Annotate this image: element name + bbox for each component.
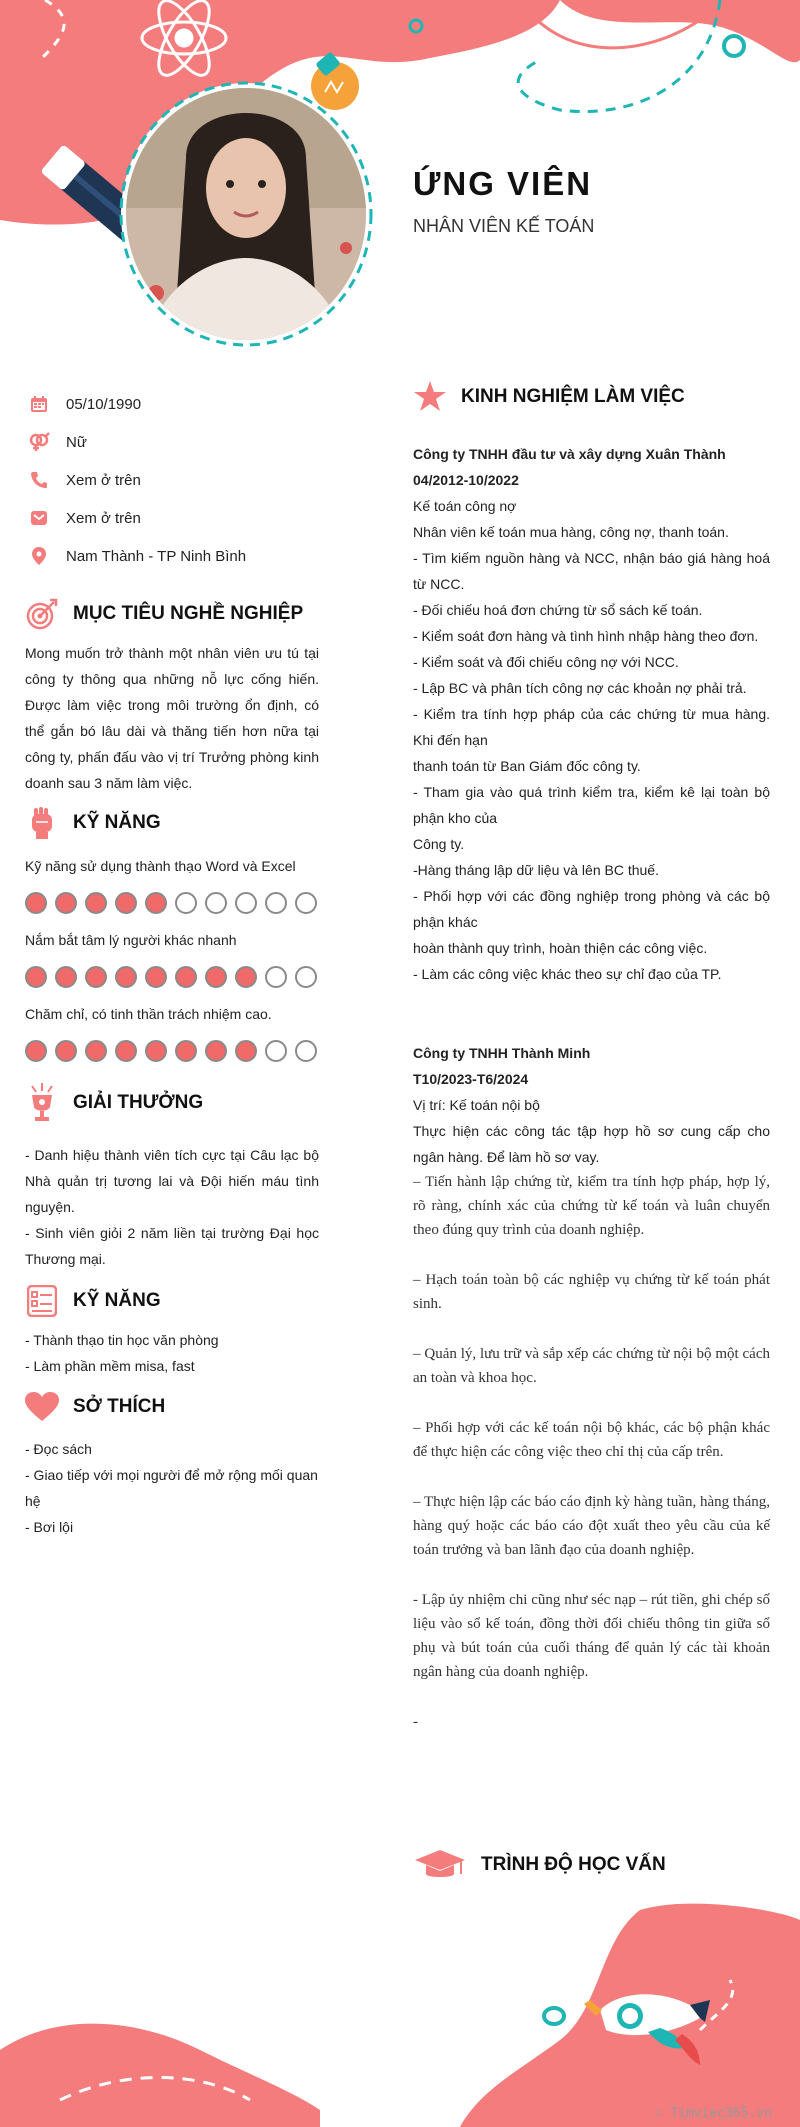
job-duty: – Phối hợp với các kế toán nội bộ khác, các bộ phận khác để thực hiện các công việc theo chỉ thị của cấp trên. [413, 1420, 770, 1460]
avatar [118, 80, 374, 348]
job-period: 04/2012-10/2022 [413, 472, 519, 488]
contact-info [28, 385, 328, 575]
skills-title: KỸ NĂNG [73, 812, 161, 833]
job-line: - Tìm kiếm nguồn hàng và NCC, nhận báo giá hàng hoá từ NCC. [413, 550, 770, 592]
rating-dot-empty [175, 892, 197, 914]
rating-dot-empty [265, 966, 287, 988]
contact-row-birthday [28, 385, 328, 423]
rating-dot-filled [175, 1040, 197, 1062]
rating-dot-empty [265, 892, 287, 914]
bottom-decoration [0, 1900, 800, 2127]
skill-item [25, 858, 325, 914]
job-line: -Hàng tháng lập dữ liệu và lên BC thuế. [413, 862, 659, 878]
contact-row-phone [28, 461, 328, 499]
award-item: - Sinh viên giỏi 2 năm liền tại trường Đại học Thương mại. [25, 1225, 319, 1267]
job-company: Công ty TNHH Thành Minh [413, 1045, 591, 1061]
rating-dot-filled [25, 1040, 47, 1062]
rating-dot-filled [205, 1040, 227, 1062]
education-heading [413, 1848, 666, 1882]
rating-dot-filled [85, 966, 107, 988]
skill-name: Nắm bắt tâm lý người khác nhanh [25, 932, 237, 948]
rating-dot-filled [205, 966, 227, 988]
candidate-position: NHÂN VIÊN KẾ TOÁN [413, 216, 595, 236]
gender-icon [28, 431, 50, 453]
fist-icon [25, 806, 59, 840]
graduation-cap-icon [413, 1848, 467, 1882]
skills2-title: KỸ NĂNG [73, 1290, 161, 1311]
job-duties [413, 1170, 770, 1734]
job-duty: – Tiến hành lập chứng từ, kiểm tra tính hợp pháp, hợp lý, rõ ràng, chính xác của chứng từ kế toán và luân chuyển theo đúng quy trình của doanh nghiệp. [413, 1174, 770, 1238]
rating-dot-filled [175, 966, 197, 988]
experience-title: KINH NGHIỆM LÀM VIỆC [461, 386, 685, 407]
hobbies-heading [25, 1390, 165, 1424]
target-icon [25, 597, 59, 631]
location-pin-icon [28, 545, 50, 567]
skills-heading [25, 806, 161, 840]
watermark: ∴ Timviec365.vn [654, 2106, 772, 2121]
rating-dot-filled [235, 1040, 257, 1062]
skills2-heading [25, 1284, 161, 1318]
rating-dot-filled [145, 1040, 167, 1062]
job-line: Vị trí: Kế toán nội bộ [413, 1097, 540, 1113]
job-period: T10/2023-T6/2024 [413, 1071, 529, 1087]
experience-heading [413, 380, 685, 414]
rating-dot-filled [115, 966, 137, 988]
rating-dot-filled [145, 966, 167, 988]
rating-dot-filled [55, 1040, 77, 1062]
watermark-text: Timviec365.vn [670, 2106, 772, 2121]
hobby-item: - Bơi lội [25, 1519, 74, 1535]
objective-text: Mong muốn trở thành một nhân viên ưu tú tại công ty thông qua những nỗ lực cống hiến. Được làm việc trong môi trường ổn định, có thể gắn bó lâu dài và thăng tiến hơn nữa tại công ty, phấn đấu vào vị trí Trưởng phòng kinh doanh sau 3 năm làm việc. [25, 645, 319, 791]
education-title: TRÌNH ĐỘ HỌC VẤN [481, 1854, 666, 1875]
rating-dot-empty [295, 1040, 317, 1062]
candidate-name: ỨNG VIÊN [413, 165, 593, 202]
rating-dot-empty [265, 1040, 287, 1062]
job-line: - Đối chiếu hoá đơn chứng từ sổ sách kế toán. [413, 602, 703, 618]
job-duty: – Quản lý, lưu trữ và sắp xếp các chứng từ nội bộ một cách an toàn và khoa học. [413, 1346, 770, 1386]
job-line: Kế toán công nợ [413, 498, 517, 514]
objective-heading [25, 597, 303, 631]
awards-list [25, 1142, 319, 1272]
contact-row-address [28, 537, 328, 575]
awards-heading [25, 1086, 203, 1120]
phone-value: Xem ở trên [66, 471, 141, 489]
job-line: - Tham gia vào quá trình kiểm tra, kiểm kê lại toàn bộ phận kho của [413, 784, 770, 826]
job-line: - Kiểm soát đơn hàng và tình hình nhập hàng theo đơn. [413, 628, 759, 644]
job-entry [413, 1040, 770, 1760]
profile-photo [126, 88, 366, 340]
job-line: hoàn thành quy trình, hoàn thiện các công việc. [413, 940, 708, 956]
job-duty: – Thực hiện lập các báo cáo định kỳ hàng tuần, hàng tháng, hàng quý hoặc các báo cáo đột xuất theo yêu cầu của kế toán trưởng và ban lãnh đạo của doanh nghiệp. [413, 1494, 770, 1558]
skills2-item: - Thành thạo tin học văn phòng [25, 1332, 219, 1348]
job-description [413, 1092, 770, 1170]
email-value: Xem ở trên [66, 509, 141, 527]
job-line: Công ty. [413, 836, 465, 852]
job-line: - Kiểm soát và đối chiếu công nợ với NCC. [413, 654, 679, 670]
rating-dot-filled [145, 892, 167, 914]
gender-value: Nữ [66, 433, 87, 451]
skill-item [25, 932, 325, 988]
awards-title: GIẢI THƯỞNG [73, 1092, 204, 1113]
rating-dot-filled [85, 892, 107, 914]
skill-rating [25, 1040, 325, 1062]
checklist-icon [25, 1284, 59, 1318]
rating-dot-empty [295, 892, 317, 914]
rating-dot-filled [55, 966, 77, 988]
rating-dot-empty [295, 966, 317, 988]
skills2-list [25, 1327, 319, 1379]
heart-icon [25, 1390, 59, 1424]
rating-dot-filled [115, 892, 137, 914]
job-line: - Phối hợp với các đồng nghiệp trong phòng và các bộ phận khác [413, 888, 770, 930]
rating-dot-filled [235, 966, 257, 988]
job-line: Thực hiện các công tác tập hợp hồ sơ cung cấp cho ngân hàng. Để làm hồ sơ vay. [413, 1123, 770, 1165]
job-line: Nhân viên kế toán mua hàng, công nợ, thanh toán. [413, 524, 729, 540]
skills2-item: - Làm phần mềm misa, fast [25, 1358, 195, 1374]
email-icon [28, 507, 50, 529]
job-line: - Kiểm tra tính hợp pháp của các chứng từ mua hàng. Khi đến hạn [413, 706, 770, 748]
job-entry [413, 441, 770, 987]
hobbies-list [25, 1436, 319, 1540]
rating-dot-filled [85, 1040, 107, 1062]
rating-dot-filled [25, 966, 47, 988]
job-duty: - [413, 1714, 418, 1730]
contact-row-gender [28, 423, 328, 461]
contact-row-email [28, 499, 328, 537]
skill-rating [25, 966, 325, 988]
skill-rating [25, 892, 325, 914]
birthday-value: 05/10/1990 [66, 395, 142, 413]
address-value: Nam Thành - TP Ninh Bình [66, 547, 247, 565]
rating-dot-filled [25, 892, 47, 914]
rating-dot-filled [115, 1040, 137, 1062]
objective-title: MỤC TIÊU NGHỀ NGHIỆP [73, 603, 304, 624]
job-duty: – Hạch toán toàn bộ các nghiệp vụ chứng từ kế toán phát sinh. [413, 1272, 770, 1312]
job-line: thanh toán từ Ban Giám đốc công ty. [413, 758, 641, 774]
rating-dot-empty [205, 892, 227, 914]
phone-icon [28, 469, 50, 491]
hobby-item: - Đọc sách [25, 1441, 92, 1457]
job-line: - Làm các công việc khác theo sự chỉ đạo của TP. [413, 966, 722, 982]
star-icon [413, 380, 447, 414]
job-line: - Lập BC và phân tích công nợ các khoản nợ phải trả. [413, 680, 747, 696]
skill-item [25, 1006, 325, 1062]
skill-name: Chăm chỉ, có tinh thần trách nhiệm cao. [25, 1006, 272, 1022]
job-duty: - Lập ủy nhiệm chi cũng như séc nạp – rút tiền, ghi chép số liệu vào sổ kế toán, đồng thời đối chiếu thông tin giữa sổ phụ và bút toán của cuối tháng để quản lý các tài khoản ngân hàng của doanh nghiệp. [413, 1592, 770, 1680]
trophy-icon [25, 1086, 59, 1120]
skill-name: Kỹ năng sử dụng thành thạo Word và Excel [25, 858, 296, 874]
calendar-icon [28, 393, 50, 415]
award-item: - Danh hiệu thành viên tích cực tại Câu lạc bộ Nhà quản trị tương lai và Đội hiến máu tình nguyện. [25, 1147, 319, 1215]
hobby-item: - Giao tiếp với mọi người để mở rộng mối quan hệ [25, 1467, 318, 1509]
hobbies-title: SỞ THÍCH [73, 1396, 166, 1417]
rating-dot-filled [55, 892, 77, 914]
rating-dot-empty [235, 892, 257, 914]
job-description [413, 493, 770, 987]
job-company: Công ty TNHH đầu tư và xây dựng Xuân Thành [413, 446, 726, 462]
